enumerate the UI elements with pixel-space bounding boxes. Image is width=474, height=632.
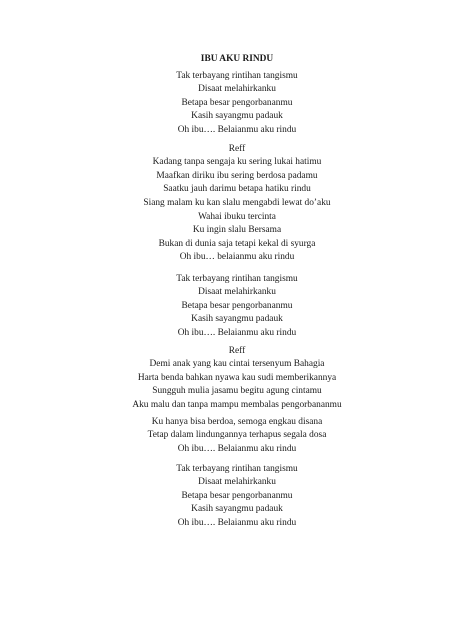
stanza-6 — [0, 416, 474, 456]
lyric-line: Aku malu dan tanpa mampu membalas pengorbananmu — [132, 399, 342, 410]
lyric-line: Betapa besar pengorbananmu — [181, 490, 293, 501]
lyric-line: Kasih sayangmu padauk — [191, 504, 283, 515]
stanza-5 — [0, 345, 474, 412]
lyric-line: Maafkan diriku ibu sering berdosa padamu — [156, 170, 318, 181]
stanza-1 — [0, 70, 474, 137]
lyric-line: Ku hanya bisa berdoa, semoga engkau disana — [151, 417, 323, 427]
lyric-line: Saatku jauh darimu betapa hatiku rindu — [163, 184, 311, 195]
lyric-line: Disaat melahirkanku — [198, 287, 276, 298]
lyric-line: Kadang tanpa sengaja ku sering lukai hatimu — [152, 157, 322, 168]
stanza-4 — [0, 273, 474, 340]
lyric-line: Wahai ibuku tercinta — [198, 212, 276, 222]
lyric-line: Disaat melahirkanku — [198, 477, 276, 488]
lyric-line: Oh ibu… belaianmu aku rindu — [179, 252, 295, 263]
lyric-line: Harta benda bahkan nyawa kau sudi memberikannya — [137, 372, 337, 383]
lyric-line: Oh ibu…. Belaianmu aku rindu — [177, 327, 297, 338]
lyric-line: Oh ibu…. Belaianmu aku rindu — [177, 443, 297, 454]
lyric-line: Ku ingin slalu Bersama — [192, 225, 282, 236]
song-title: IBU AKU RINDU — [200, 54, 274, 64]
lyric-line: Betapa besar pengorbananmu — [181, 300, 293, 311]
stanza-3 — [0, 211, 474, 265]
reff-label: Reff — [228, 144, 246, 154]
lyric-line: Sungguh mulia jasamu begitu agung cintamu — [152, 386, 322, 397]
stanza-7 — [0, 463, 474, 530]
lyric-line: Siang malam ku kan slalu mengabdi lewat do’aku — [143, 197, 331, 208]
lyric-line: Tak terbayang rintihan tangismu — [176, 274, 298, 284]
lyric-line: Betapa besar pengorbananmu — [181, 97, 293, 108]
lyric-line: Tak terbayang rintihan tangismu — [176, 464, 298, 474]
lyric-line: Demi anak yang kau cintai tersenyum Bahagia — [149, 359, 325, 370]
lyric-line: Kasih sayangmu padauk — [191, 314, 283, 325]
lyric-line: Disaat melahirkanku — [198, 84, 276, 95]
lyric-line: Kasih sayangmu padauk — [191, 111, 283, 122]
reff-label: Reff — [228, 346, 246, 356]
lyric-line: Bukan di dunia saja tetapi kekal di syurga — [158, 238, 316, 249]
stanza-2 — [0, 143, 474, 210]
lyric-line: Oh ibu…. Belaianmu aku rindu — [177, 517, 297, 528]
lyric-line: Tetap dalam lindungannya terhapus segala dosa — [147, 430, 327, 441]
lyric-line: Tak terbayang rintihan tangismu — [176, 71, 298, 81]
lyric-line: Oh ibu…. Belaianmu aku rindu — [177, 124, 297, 135]
